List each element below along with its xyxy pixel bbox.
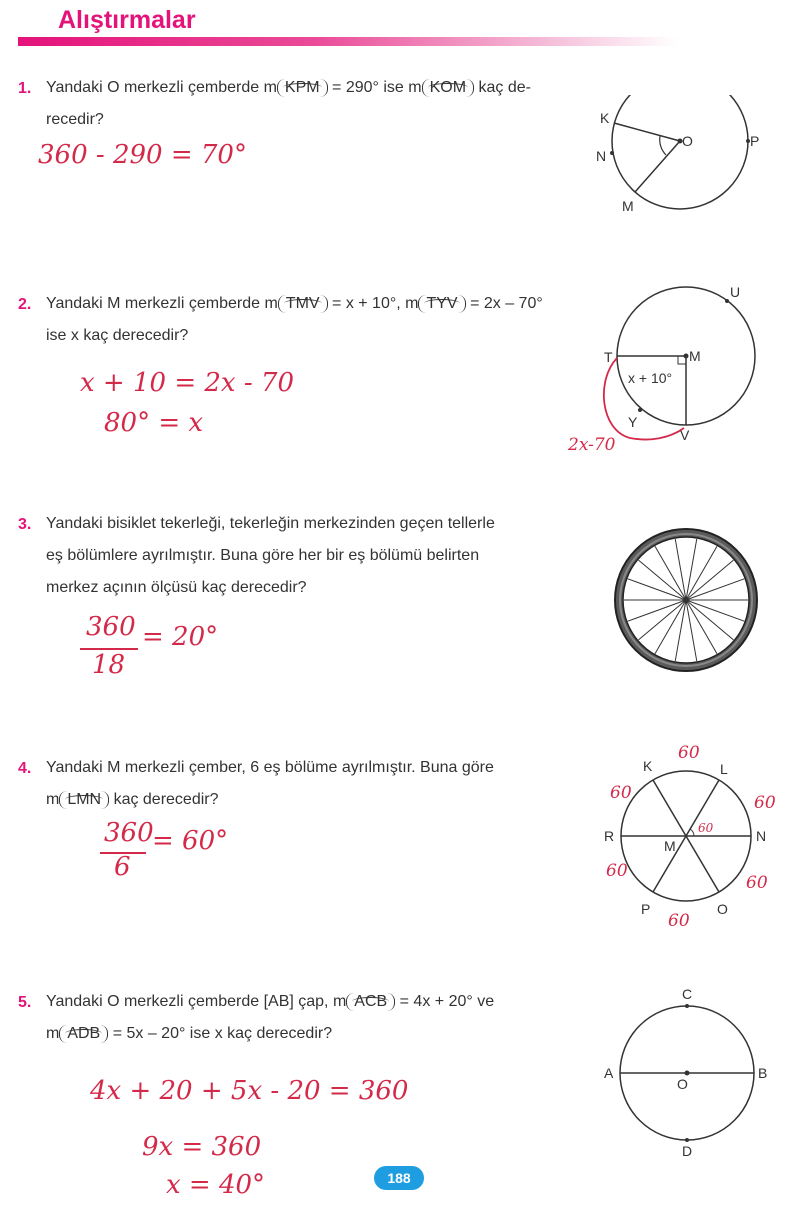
figure-circle-4 xyxy=(590,740,786,930)
label-b: B xyxy=(758,1065,768,1081)
arc-tmv: TMV xyxy=(283,295,323,313)
bicycle-wheel-figure xyxy=(610,524,762,676)
label-n: N xyxy=(596,148,607,164)
page-title: Alıştırmalar xyxy=(58,6,196,34)
label-r4: R xyxy=(604,828,615,844)
question-number-4: 4. xyxy=(18,760,32,777)
question-number-1: 1. xyxy=(18,80,32,97)
label-m4: M xyxy=(664,838,676,854)
label-k4: K xyxy=(643,758,653,774)
question-5-text: Yandaki O merkezli çemberde [AB] çap, m ACB = 4x + 20° ve m ADB = 5x – 20° ise x kaç derecedir? xyxy=(46,993,495,1042)
question-number-3: 3. xyxy=(18,516,32,533)
label-p: P xyxy=(750,133,760,149)
hw-60-upper-left: 60 xyxy=(610,783,632,803)
handwritten-equation-5: 4x + 20 + 5x - 20 = 360 xyxy=(90,1076,409,1106)
label-o4: O xyxy=(717,901,728,917)
figure-circle-2 xyxy=(560,280,770,465)
label-y: Y xyxy=(628,414,638,430)
question-3-text: Yandaki bisiklet tekerleği, tekerleğin merkezinden geçen tellerle eş bölümlere ayrılmıştır. Buna göre her bir eş bölümü belirten merkez açının ölçüsü kaç derecedir? xyxy=(46,515,495,596)
arc-adb: ADB xyxy=(64,1025,103,1043)
figure-circle-5 xyxy=(598,984,778,1164)
handwritten-numerator-4: 360 xyxy=(104,818,154,848)
title-underline xyxy=(18,37,678,46)
angle-label: x + 10° xyxy=(628,370,673,386)
handwritten-answer-2: 80° = x xyxy=(104,408,204,438)
hw-60-lower-left: 60 xyxy=(606,861,628,881)
handwritten-answer-3: = 20° xyxy=(142,622,219,652)
label-t: T xyxy=(604,349,613,365)
handwritten-arc-label: 2x-70 xyxy=(568,435,616,455)
label-v: V xyxy=(680,427,690,443)
question-4-text: Yandaki M merkezli çember, 6 eş bölüme ayrılmıştır. Buna göre m LMN kaç derecedir? xyxy=(46,759,494,808)
label-k: K xyxy=(600,110,610,126)
label-m: M xyxy=(622,198,634,214)
arc-kpm: KPM xyxy=(282,79,323,97)
arc-acb: ACB xyxy=(351,993,390,1011)
page-number-badge: 188 xyxy=(374,1166,424,1190)
question-2-text: Yandaki M merkezli çemberde m TMV = x + 10°, m TYV = 2x – 70° ise x kaç derecedir? xyxy=(46,295,543,344)
handwritten-answer-1: 360 - 290 = 70° xyxy=(38,140,247,170)
label-d: D xyxy=(682,1143,693,1159)
handwritten-denominator-4: 6 xyxy=(114,852,131,882)
handwritten-denominator-3: 18 xyxy=(92,650,126,680)
label-o5: O xyxy=(677,1076,688,1092)
question-number-2: 2. xyxy=(18,296,32,313)
hw-60-lower-right: 60 xyxy=(746,873,768,893)
hw-60-top: 60 xyxy=(678,743,700,763)
label-a: A xyxy=(604,1065,614,1081)
label-l4: L xyxy=(720,761,728,777)
label-m2: M xyxy=(689,348,701,364)
hw-60-upper-right: 60 xyxy=(754,793,776,813)
label-u: U xyxy=(730,284,741,300)
arc-kom: KOM xyxy=(427,79,469,97)
handwritten-numerator-3: 360 xyxy=(86,612,136,642)
hw-60-bottom: 60 xyxy=(668,911,690,930)
label-p4: P xyxy=(641,901,651,917)
handwritten-answer-4: = 60° xyxy=(152,826,229,856)
question-number-5: 5. xyxy=(18,994,32,1011)
handwritten-equation-2: x + 10 = 2x - 70 xyxy=(80,368,294,398)
handwritten-step-5: 9x = 360 xyxy=(142,1132,262,1162)
arc-lmn: LMN xyxy=(64,791,104,809)
label-c: C xyxy=(682,986,693,1002)
handwritten-answer-5: x = 40° xyxy=(166,1170,266,1200)
question-1-text: Yandaki O merkezli çemberde m KPM = 290° ise m KOM kaç de- recedir? xyxy=(46,79,531,128)
label-n4: N xyxy=(756,828,767,844)
hw-60-center: 60 xyxy=(698,821,714,835)
figure-circle-1 xyxy=(590,95,770,220)
label-o: O xyxy=(682,133,693,149)
arc-tyv: TYV xyxy=(423,295,460,313)
